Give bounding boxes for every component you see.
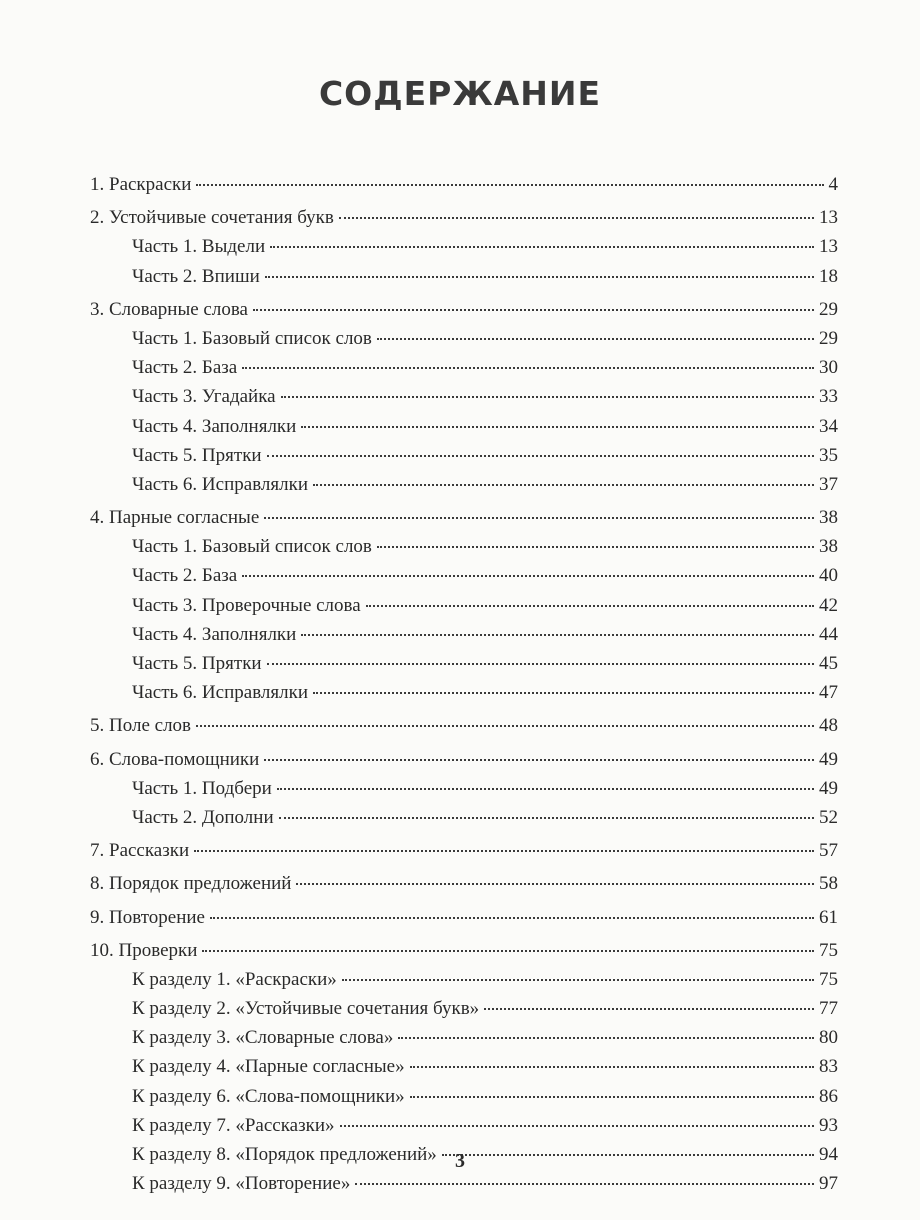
toc-entry-label: Часть 2. Дополни xyxy=(132,806,274,828)
toc-entry-label: Часть 1. Выдели xyxy=(132,236,266,258)
toc-subsection-entry xyxy=(90,232,838,261)
toc-subsection-entry xyxy=(90,412,838,441)
toc-section-entry xyxy=(90,503,838,532)
toc-entry-page: 77 xyxy=(819,998,838,1020)
toc-entry-page: 13 xyxy=(819,207,838,229)
toc-section-entry xyxy=(90,936,838,965)
dot-leader xyxy=(484,1008,814,1010)
toc-entry-label: 1. Раскраски xyxy=(90,174,192,195)
toc-entry-label: 9. Повторение xyxy=(90,906,205,928)
dot-leader xyxy=(267,663,814,665)
toc-entry-label: Часть 2. База xyxy=(132,565,238,587)
dot-leader xyxy=(366,605,814,607)
toc-entry-page: 61 xyxy=(819,906,838,928)
dot-leader xyxy=(340,1125,815,1127)
toc-entry-label: Часть 6. Исправлялки xyxy=(132,473,309,495)
dot-leader xyxy=(264,517,814,519)
toc-entry-page: 83 xyxy=(819,1056,838,1078)
toc-subsection-entry xyxy=(90,803,838,832)
toc-entry-label: 2. Устойчивые сочетания букв xyxy=(90,207,334,229)
toc-subsection-entry xyxy=(90,1169,838,1198)
toc-entry-label: Часть 6. Исправлялки xyxy=(132,682,309,704)
page-title: СОДЕРЖАНИЕ xyxy=(318,74,602,113)
toc-subsection-entry xyxy=(90,1023,838,1052)
toc-section-entry xyxy=(90,203,838,232)
toc-entry-label: К разделу 6. «Слова-помощники» xyxy=(132,1085,405,1107)
dot-leader xyxy=(398,1037,814,1039)
toc-entry-label: К разделу 4. «Парные согласные» xyxy=(132,1056,405,1078)
toc-section-entry xyxy=(90,869,838,898)
dot-leader xyxy=(355,1183,814,1185)
toc-entry-page: 42 xyxy=(819,594,838,616)
toc-entry-page: 34 xyxy=(819,415,838,437)
toc-subsection-entry xyxy=(90,1111,838,1140)
toc-entry-label: К разделу 1. «Раскраски» xyxy=(132,968,337,990)
toc-subsection-entry xyxy=(90,678,838,707)
toc-entry-label: К разделу 2. «Устойчивые сочетания букв» xyxy=(132,998,480,1020)
toc-section-entry xyxy=(90,711,838,740)
toc-entry-page: 86 xyxy=(819,1085,838,1107)
toc-entry-page: 47 xyxy=(819,682,838,704)
toc-subsection-entry xyxy=(90,561,838,590)
toc-entry-page: 49 xyxy=(819,748,838,770)
dot-leader xyxy=(296,883,814,885)
toc-entry-page: 35 xyxy=(819,444,838,466)
toc-entry-label: Часть 2. База xyxy=(132,357,238,379)
dot-leader xyxy=(202,950,814,952)
toc-entry-page: 40 xyxy=(819,565,838,587)
toc-entry-page: 48 xyxy=(819,715,838,737)
dot-leader xyxy=(242,575,814,577)
toc-subsection-entry xyxy=(90,324,838,353)
toc-entry-page: 93 xyxy=(819,1114,838,1136)
toc-entry-page: 75 xyxy=(819,968,838,990)
dot-leader xyxy=(210,917,814,919)
toc-subsection-entry xyxy=(90,774,838,803)
toc-entry-label: 5. Поле слов xyxy=(90,715,192,737)
toc-entry-label: 7. Рассказки xyxy=(90,840,190,862)
toc-entry-page: 94 xyxy=(819,1144,838,1165)
toc-section-entry xyxy=(90,170,838,199)
toc-entry-page: 58 xyxy=(819,873,838,895)
dot-leader xyxy=(270,246,814,248)
toc-subsection-entry xyxy=(90,353,838,382)
toc-subsection-entry xyxy=(90,262,838,291)
toc-subsection-entry xyxy=(90,994,838,1023)
dot-leader xyxy=(267,455,814,457)
dot-leader xyxy=(281,396,814,398)
page-number: 3 xyxy=(455,1150,465,1172)
toc-subsection-entry xyxy=(90,649,838,678)
dot-leader xyxy=(313,484,814,486)
dot-leader xyxy=(410,1096,814,1098)
dot-leader xyxy=(377,338,814,340)
toc-entry-page: 38 xyxy=(819,507,838,529)
toc-entry-page: 29 xyxy=(819,298,838,320)
toc-subsection-entry xyxy=(90,1082,838,1111)
dot-leader xyxy=(339,217,814,219)
toc-entry-label: 6. Слова-помощники xyxy=(90,748,260,770)
toc-subsection-entry xyxy=(90,441,838,470)
toc-entry-label: К разделу 3. «Словарные слова» xyxy=(132,1027,394,1049)
toc-subsection-entry xyxy=(90,1052,838,1081)
toc-entry-label: 8. Порядок предложений xyxy=(90,873,292,895)
toc-subsection-entry xyxy=(90,382,838,411)
toc-entry-page: 75 xyxy=(819,939,838,961)
dot-leader xyxy=(196,184,823,186)
toc-entry-label: К разделу 8. «Порядок предложений» xyxy=(132,1144,437,1165)
toc-entry-label: Часть 2. Впиши xyxy=(132,265,260,287)
toc-entry-label: 3. Словарные слова xyxy=(90,298,248,320)
toc-entry-page: 49 xyxy=(819,777,838,799)
toc-entry-page: 45 xyxy=(819,653,838,674)
toc-entry-label: 10. Проверки xyxy=(90,939,198,961)
dot-leader xyxy=(242,367,814,369)
toc-entry-page: 18 xyxy=(819,265,838,287)
toc-entry-page: 13 xyxy=(819,236,838,258)
toc-entry-page: 37 xyxy=(819,473,838,495)
dot-leader xyxy=(196,725,814,727)
toc-entry-page: 44 xyxy=(819,623,838,645)
dot-leader xyxy=(194,850,814,852)
table-of-contents xyxy=(90,170,838,1198)
dot-leader xyxy=(253,309,814,311)
toc-entry-page: 29 xyxy=(819,327,838,349)
toc-subsection-entry xyxy=(90,965,838,994)
toc-entry-page: 38 xyxy=(819,536,838,558)
toc-entry-page: 80 xyxy=(819,1027,838,1049)
toc-subsection-entry xyxy=(90,470,838,499)
toc-subsection-entry xyxy=(90,591,838,620)
dot-leader xyxy=(277,788,814,790)
toc-section-entry xyxy=(90,745,838,774)
dot-leader xyxy=(301,634,814,636)
toc-entry-page: 4 xyxy=(828,174,838,195)
dot-leader xyxy=(264,759,814,761)
toc-entry-page: 33 xyxy=(819,386,838,408)
toc-section-entry xyxy=(90,903,838,932)
toc-entry-page: 30 xyxy=(819,357,838,379)
toc-entry-label: Часть 4. Заполнялки xyxy=(132,623,297,645)
toc-entry-page: 57 xyxy=(819,840,838,862)
toc-entry-label: 4. Парные согласные xyxy=(90,507,260,529)
toc-entry-label: Часть 4. Заполнялки xyxy=(132,415,297,437)
toc-subsection-entry xyxy=(90,532,838,561)
dot-leader xyxy=(377,546,814,548)
toc-entry-label: К разделу 9. «Повторение» xyxy=(132,1173,351,1195)
toc-entry-label: Часть 3. Угадайка xyxy=(132,386,276,408)
toc-entry-label: Часть 1. Базовый список слов xyxy=(132,536,372,558)
toc-entry-page: 52 xyxy=(819,806,838,828)
toc-section-entry xyxy=(90,836,838,865)
dot-leader xyxy=(313,692,814,694)
dot-leader xyxy=(342,979,814,981)
dot-leader xyxy=(410,1066,814,1068)
dot-leader xyxy=(265,276,814,278)
dot-leader xyxy=(279,817,814,819)
toc-subsection-entry xyxy=(90,620,838,649)
toc-entry-page: 97 xyxy=(819,1173,838,1195)
toc-entry-label: Часть 1. Подбери xyxy=(132,777,272,799)
toc-entry-label: Часть 1. Базовый список слов xyxy=(132,327,372,349)
toc-entry-label: К разделу 7. «Рассказки» xyxy=(132,1114,335,1136)
toc-entry-label: Часть 3. Проверочные слова xyxy=(132,594,361,616)
toc-entry-label: Часть 5. Прятки xyxy=(132,444,262,466)
toc-section-entry xyxy=(90,295,838,324)
toc-entry-label: Часть 5. Прятки xyxy=(132,653,262,674)
dot-leader xyxy=(301,426,814,428)
